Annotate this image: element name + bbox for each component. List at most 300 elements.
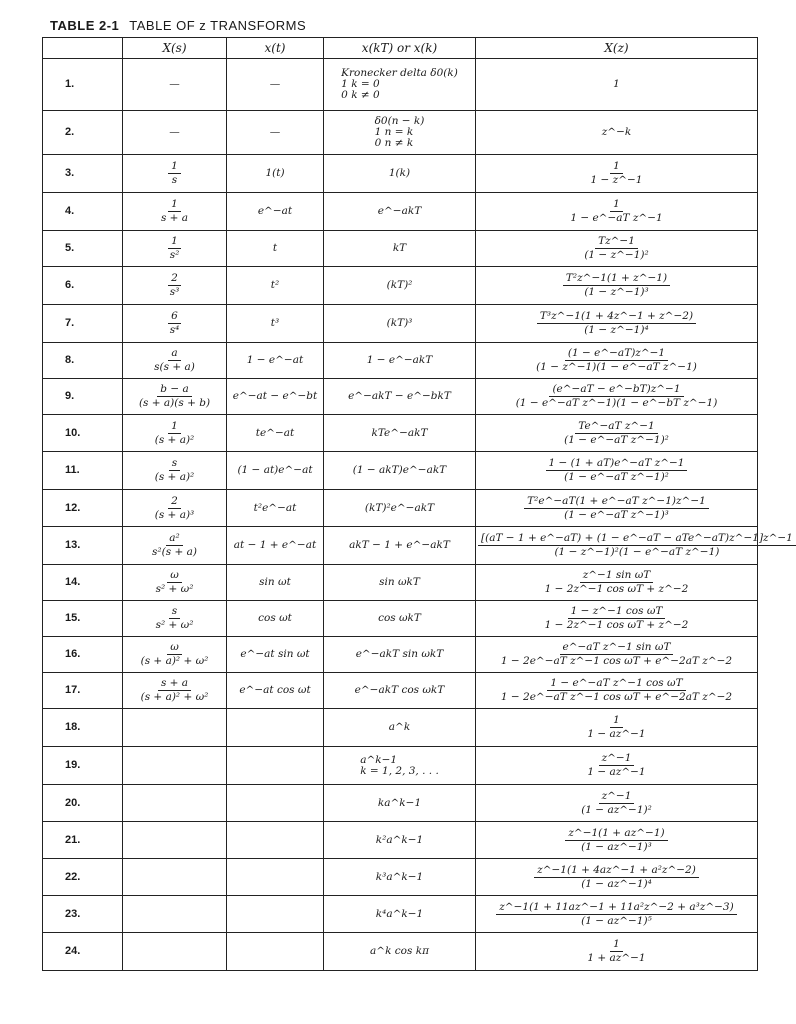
table-row bbox=[43, 565, 758, 601]
laplace-cell bbox=[123, 415, 227, 452]
header-laplace: X(s) bbox=[123, 38, 227, 59]
z-transform-cell bbox=[476, 111, 758, 155]
fraction-numerator: 1 bbox=[610, 939, 623, 952]
formula: e^−at sin ωt bbox=[240, 648, 310, 660]
formula-line: a^k−1 bbox=[360, 753, 398, 766]
sampled-cell bbox=[324, 305, 476, 343]
fraction-denominator: 1 − 2e^−aT z^−1 cos ωT + e^−2aT z^−2 bbox=[500, 655, 733, 667]
row-number: 13. bbox=[43, 527, 123, 565]
formula: t²e^−at bbox=[253, 501, 297, 514]
fraction-numerator: 1 bbox=[610, 199, 623, 212]
fraction-denominator: s + a bbox=[160, 212, 189, 224]
laplace-cell bbox=[123, 111, 227, 155]
formula: e^−at cos ωt bbox=[239, 684, 311, 696]
sampled-cell bbox=[324, 747, 476, 785]
fraction-denominator: s² + ω² bbox=[155, 583, 194, 595]
formula-line: k = 1, 2, 3, . . . bbox=[360, 764, 439, 777]
time-cell bbox=[227, 673, 324, 709]
sampled-cell bbox=[324, 452, 476, 490]
fraction-numerator: [(aT − 1 + e^−aT) + (1 − e^−aT − aTe^−aT)z^−1]z^−1 bbox=[478, 533, 796, 546]
formula: 1(k) bbox=[388, 167, 411, 179]
fraction-denominator: 1 − 2z^−1 cos ωT + z^−2 bbox=[544, 619, 689, 631]
fraction-numerator: z^−1(1 + 4az^−1 + a²z^−2) bbox=[534, 865, 699, 878]
table-row bbox=[43, 709, 758, 747]
table-caption: TABLE OF z TRANSFORMS bbox=[129, 18, 307, 33]
time-cell bbox=[227, 59, 324, 111]
fraction bbox=[152, 458, 198, 483]
table-row bbox=[43, 933, 758, 971]
sampled-cell bbox=[324, 637, 476, 673]
laplace-cell bbox=[123, 565, 227, 601]
fraction bbox=[138, 678, 212, 703]
fraction bbox=[498, 678, 735, 703]
table-row bbox=[43, 111, 758, 155]
fraction bbox=[153, 570, 197, 595]
laplace-cell bbox=[123, 379, 227, 415]
formula: kTe^−akT bbox=[371, 426, 428, 439]
fraction-denominator: 1 − z^−1 bbox=[590, 174, 643, 186]
fraction-denominator: (1 − az^−1)⁵ bbox=[581, 914, 652, 927]
formula: t bbox=[272, 242, 278, 254]
laplace-cell bbox=[123, 305, 227, 343]
formula: k²a^k−1 bbox=[375, 833, 424, 846]
z-transform-cell bbox=[476, 822, 758, 859]
table-row bbox=[43, 59, 758, 111]
time-cell bbox=[227, 822, 324, 859]
fraction-numerator: z^−1(1 + az^−1) bbox=[565, 828, 667, 841]
fraction bbox=[588, 161, 646, 186]
formula-line: δ0(n − k) bbox=[374, 115, 425, 127]
z-transform-cell bbox=[476, 673, 758, 709]
formula: a^k bbox=[388, 721, 411, 733]
fraction-denominator: s² bbox=[169, 249, 180, 261]
row-number: 23. bbox=[43, 896, 123, 933]
formula-line: 0 k ≠ 0 bbox=[341, 89, 380, 101]
table-row bbox=[43, 859, 758, 896]
laplace-cell bbox=[123, 193, 227, 231]
sampled-cell bbox=[324, 415, 476, 452]
formula-line: Kronecker delta δ0(k) bbox=[341, 67, 458, 79]
time-cell bbox=[227, 637, 324, 673]
table-row bbox=[43, 822, 758, 859]
row-number: 22. bbox=[43, 859, 123, 896]
fraction-denominator: 1 − 2e^−aT z^−1 cos ωT + e^−2aT z^−2 bbox=[500, 691, 733, 703]
formula: k⁴a^k−1 bbox=[375, 907, 424, 920]
fraction bbox=[561, 421, 672, 446]
formula: cos ωt bbox=[258, 612, 292, 624]
sampled-cell bbox=[324, 231, 476, 267]
fraction-numerator: 1 bbox=[168, 421, 181, 434]
z-transform-cell bbox=[476, 343, 758, 379]
fraction bbox=[167, 311, 183, 336]
table-row bbox=[43, 267, 758, 305]
row-number: 15. bbox=[43, 601, 123, 637]
time-cell bbox=[227, 601, 324, 637]
row-number: 2. bbox=[43, 111, 123, 155]
fraction bbox=[153, 606, 197, 631]
row-number: 6. bbox=[43, 267, 123, 305]
fraction-denominator: (1 − z^−1)³ bbox=[584, 286, 649, 298]
laplace-cell bbox=[123, 785, 227, 822]
row-number: 11. bbox=[43, 452, 123, 490]
fraction bbox=[524, 496, 709, 521]
formula-line: 1 n = k bbox=[374, 126, 414, 138]
row-number: 9. bbox=[43, 379, 123, 415]
fraction-numerator: 1 bbox=[168, 199, 181, 212]
formula: e^−at − e^−bt bbox=[232, 390, 318, 402]
fraction bbox=[498, 642, 735, 667]
table-row bbox=[43, 673, 758, 709]
header-z-transform: X(z) bbox=[476, 38, 758, 59]
fraction-numerator: 1 bbox=[610, 161, 623, 174]
fraction bbox=[578, 791, 655, 816]
fraction bbox=[542, 570, 692, 595]
sampled-cell bbox=[324, 490, 476, 527]
time-cell bbox=[227, 859, 324, 896]
row-number: 17. bbox=[43, 673, 123, 709]
table-row bbox=[43, 305, 758, 343]
fraction bbox=[158, 199, 191, 224]
laplace-cell bbox=[123, 896, 227, 933]
fraction-numerator: z^−1 bbox=[599, 753, 635, 766]
formula: sin ωkT bbox=[379, 576, 420, 588]
fraction-denominator: 1 − e^−aT z^−1 bbox=[570, 212, 663, 224]
fraction-denominator: s(s + a) bbox=[154, 361, 195, 373]
formula: kT bbox=[392, 242, 407, 254]
fraction-denominator: s³ bbox=[169, 286, 180, 298]
fraction-denominator: (1 − z^−1)⁴ bbox=[584, 324, 649, 336]
time-cell bbox=[227, 111, 324, 155]
formula: 1(t) bbox=[265, 167, 285, 179]
time-cell bbox=[227, 193, 324, 231]
sampled-cell bbox=[324, 673, 476, 709]
fraction bbox=[581, 236, 651, 261]
laplace-cell bbox=[123, 673, 227, 709]
z-transform-cell bbox=[476, 490, 758, 527]
row-number: 24. bbox=[43, 933, 123, 971]
fraction bbox=[496, 902, 736, 927]
time-cell bbox=[227, 415, 324, 452]
laplace-cell bbox=[123, 637, 227, 673]
time-cell bbox=[227, 267, 324, 305]
fraction bbox=[584, 939, 648, 964]
fraction-numerator: Tz^−1 bbox=[595, 236, 638, 249]
z-transform-cell bbox=[476, 415, 758, 452]
formula: t² bbox=[270, 279, 280, 291]
fraction-numerator: z^−1 bbox=[599, 791, 635, 804]
formula: 1 − e^−akT bbox=[366, 354, 433, 366]
table-row bbox=[43, 896, 758, 933]
fraction-denominator: (s + a)³ bbox=[154, 508, 195, 521]
fraction-denominator: (1 − e^−aT z^−1)(1 − e^−bT z^−1) bbox=[515, 397, 718, 409]
sampled-cell bbox=[324, 822, 476, 859]
formula: ka^k−1 bbox=[377, 796, 422, 809]
formula-lines bbox=[341, 68, 458, 101]
fraction-denominator: 1 − 2z^−1 cos ωT + z^−2 bbox=[544, 583, 689, 595]
formula: akT − 1 + e^−akT bbox=[349, 539, 450, 551]
fraction-numerator: 1 bbox=[168, 161, 181, 174]
time-cell bbox=[227, 527, 324, 565]
fraction-denominator: (1 − z^−1)²(1 − e^−aT z^−1) bbox=[554, 546, 720, 558]
z-transform-cell bbox=[476, 231, 758, 267]
formula: e^−akT bbox=[377, 205, 422, 217]
fraction-numerator: T²z^−1(1 + z^−1) bbox=[563, 273, 670, 286]
fraction-denominator: s² + ω² bbox=[155, 619, 194, 631]
sampled-cell bbox=[324, 111, 476, 155]
time-cell bbox=[227, 452, 324, 490]
formula: e^−akT − e^−bkT bbox=[348, 390, 451, 402]
fraction-denominator: s²(s + a) bbox=[152, 546, 197, 558]
row-number: 12. bbox=[43, 490, 123, 527]
table-number: TABLE 2-1 bbox=[50, 18, 120, 33]
time-cell bbox=[227, 343, 324, 379]
fraction-denominator: s⁴ bbox=[169, 324, 180, 336]
laplace-cell bbox=[123, 601, 227, 637]
formula: e^−at bbox=[257, 205, 293, 217]
formula: — bbox=[269, 78, 281, 90]
fraction bbox=[533, 348, 700, 373]
formula: e^−akT cos ωkT bbox=[354, 684, 445, 696]
fraction bbox=[151, 348, 198, 373]
laplace-cell bbox=[123, 452, 227, 490]
fraction-numerator: z^−1(1 + 11az^−1 + 11a²z^−2 + a³z^−3) bbox=[496, 902, 736, 915]
z-transform-cell bbox=[476, 527, 793, 565]
fraction-denominator: (s + a)² + ω² bbox=[140, 655, 209, 667]
fraction-denominator: (1 − az^−1)⁴ bbox=[581, 877, 652, 890]
table-title bbox=[50, 18, 306, 33]
header-sampled-function: x(kT) or x(k) bbox=[324, 38, 476, 59]
fraction bbox=[167, 236, 183, 261]
laplace-cell bbox=[123, 527, 227, 565]
fraction-numerator: 1 − (1 + aT)e^−aT z^−1 bbox=[546, 458, 688, 471]
table-row bbox=[43, 527, 758, 565]
fraction bbox=[584, 715, 648, 740]
table-row bbox=[43, 490, 758, 527]
fraction bbox=[152, 496, 198, 521]
fraction-denominator: (s + a)(s + b) bbox=[138, 397, 211, 409]
z-transform-cell bbox=[476, 747, 758, 785]
fraction bbox=[478, 533, 796, 558]
table-row bbox=[43, 343, 758, 379]
laplace-cell bbox=[123, 933, 227, 971]
z-transform-cell bbox=[476, 305, 758, 343]
formula: at − 1 + e^−at bbox=[233, 539, 317, 551]
fraction bbox=[565, 828, 667, 853]
table-row bbox=[43, 601, 758, 637]
laplace-cell bbox=[123, 822, 227, 859]
fraction-numerator: b − a bbox=[157, 384, 191, 397]
row-number: 21. bbox=[43, 822, 123, 859]
formula-line: 1 k = 0 bbox=[341, 78, 380, 90]
table-row bbox=[43, 193, 758, 231]
time-cell bbox=[227, 565, 324, 601]
fraction bbox=[149, 533, 200, 558]
time-cell bbox=[227, 155, 324, 193]
table-row bbox=[43, 452, 758, 490]
z-transform-cell bbox=[476, 601, 758, 637]
sampled-cell bbox=[324, 896, 476, 933]
formula: — bbox=[169, 126, 180, 138]
formula: te^−at bbox=[255, 426, 295, 439]
fraction-numerator: Te^−aT z^−1 bbox=[575, 421, 657, 434]
time-cell bbox=[227, 379, 324, 415]
table-row bbox=[43, 379, 758, 415]
fraction-denominator: (1 − az^−1)³ bbox=[581, 840, 652, 853]
time-cell bbox=[227, 490, 324, 527]
formula: k³a^k−1 bbox=[375, 870, 424, 883]
laplace-cell bbox=[123, 267, 227, 305]
formula: t³ bbox=[270, 317, 280, 329]
sampled-cell bbox=[324, 155, 476, 193]
fraction-numerator: T²e^−aT(1 + e^−aT z^−1)z^−1 bbox=[524, 496, 709, 509]
header-time-function: x(t) bbox=[227, 38, 324, 59]
formula-line: 0 n ≠ k bbox=[374, 137, 414, 149]
formula-lines bbox=[375, 116, 425, 149]
laplace-cell bbox=[123, 747, 227, 785]
table-row bbox=[43, 155, 758, 193]
formula: 1 − e^−at bbox=[246, 354, 304, 366]
fraction bbox=[167, 273, 183, 298]
fraction-numerator: s bbox=[169, 606, 180, 619]
fraction-denominator: 1 + az^−1 bbox=[587, 952, 646, 964]
table-row bbox=[43, 785, 758, 822]
fraction-numerator: 6 bbox=[168, 311, 181, 324]
fraction-numerator: 1 − z^−1 cos ωT bbox=[568, 606, 666, 619]
fraction-numerator: e^−aT z^−1 sin ωT bbox=[560, 642, 674, 655]
fraction-numerator: z^−1 sin ωT bbox=[580, 570, 654, 583]
time-cell bbox=[227, 709, 324, 747]
formula: (kT)²e^−akT bbox=[364, 501, 435, 514]
z-transform-table bbox=[42, 37, 793, 971]
row-number: 20. bbox=[43, 785, 123, 822]
sampled-cell bbox=[324, 59, 476, 111]
formula: — bbox=[269, 126, 281, 138]
fraction-denominator: (s + a)² bbox=[154, 433, 195, 446]
formula: — bbox=[169, 78, 180, 90]
sampled-cell bbox=[324, 527, 476, 565]
z-transform-cell bbox=[476, 59, 758, 111]
laplace-cell bbox=[123, 343, 227, 379]
fraction-numerator: s + a bbox=[158, 678, 191, 691]
formula: (kT)² bbox=[386, 279, 413, 291]
table-row bbox=[43, 747, 758, 785]
z-transform-cell bbox=[476, 193, 758, 231]
header-number bbox=[43, 38, 123, 59]
fraction bbox=[136, 384, 213, 409]
formula: e^−akT sin ωkT bbox=[355, 648, 444, 660]
row-number: 14. bbox=[43, 565, 123, 601]
formula: 1 bbox=[613, 78, 620, 90]
laplace-cell bbox=[123, 59, 227, 111]
sampled-cell bbox=[324, 859, 476, 896]
fraction-numerator: a bbox=[168, 348, 180, 361]
fraction bbox=[138, 642, 212, 667]
fraction-numerator: 2 bbox=[168, 273, 181, 286]
fraction-numerator: a² bbox=[166, 533, 182, 546]
table-row bbox=[43, 231, 758, 267]
row-number: 8. bbox=[43, 343, 123, 379]
laplace-cell bbox=[123, 155, 227, 193]
fraction-denominator: (1 − az^−1)² bbox=[581, 803, 652, 816]
fraction bbox=[542, 606, 692, 631]
row-number: 19. bbox=[43, 747, 123, 785]
laplace-cell bbox=[123, 490, 227, 527]
fraction bbox=[537, 311, 696, 336]
z-transform-cell bbox=[476, 452, 758, 490]
sampled-cell bbox=[324, 565, 476, 601]
laplace-cell bbox=[123, 231, 227, 267]
formula: cos ωkT bbox=[378, 612, 421, 624]
z-transform-cell bbox=[476, 785, 758, 822]
formula: (1 − akT)e^−akT bbox=[352, 464, 447, 476]
formula: z^−k bbox=[601, 126, 632, 138]
fraction-denominator: (1 − z^−1)(1 − e^−aT z^−1) bbox=[536, 361, 697, 373]
fraction-numerator: ω bbox=[167, 570, 182, 583]
fraction bbox=[513, 384, 721, 409]
fraction bbox=[567, 199, 665, 224]
fraction-denominator: 1 − az^−1 bbox=[587, 728, 646, 740]
time-cell bbox=[227, 896, 324, 933]
fraction-numerator: ω bbox=[167, 642, 182, 655]
row-number: 1. bbox=[43, 59, 123, 111]
sampled-cell bbox=[324, 601, 476, 637]
z-transform-cell bbox=[476, 709, 758, 747]
z-transform-cell bbox=[476, 896, 758, 933]
sampled-cell bbox=[324, 933, 476, 971]
fraction-numerator: s bbox=[169, 458, 180, 471]
row-number: 7. bbox=[43, 305, 123, 343]
formula: (kT)³ bbox=[386, 317, 413, 329]
fraction bbox=[546, 458, 688, 483]
z-transform-cell bbox=[476, 637, 758, 673]
time-cell bbox=[227, 933, 324, 971]
sampled-cell bbox=[324, 267, 476, 305]
row-number: 16. bbox=[43, 637, 123, 673]
fraction-numerator: (1 − e^−aT)z^−1 bbox=[565, 348, 668, 361]
z-transform-cell bbox=[476, 859, 758, 896]
sampled-cell bbox=[324, 193, 476, 231]
row-number: 4. bbox=[43, 193, 123, 231]
row-number: 18. bbox=[43, 709, 123, 747]
z-transform-cell bbox=[476, 155, 758, 193]
table-body bbox=[43, 59, 793, 971]
fraction bbox=[152, 421, 198, 446]
laplace-cell bbox=[123, 859, 227, 896]
time-cell bbox=[227, 747, 324, 785]
time-cell bbox=[227, 785, 324, 822]
fraction-numerator: (e^−aT − e^−bT)z^−1 bbox=[549, 384, 683, 397]
row-number: 10. bbox=[43, 415, 123, 452]
fraction-denominator: (s + a)² bbox=[154, 471, 195, 483]
fraction-denominator: (1 − e^−aT z^−1)² bbox=[564, 471, 669, 483]
fraction-denominator: (1 − e^−aT z^−1)² bbox=[564, 433, 669, 446]
fraction bbox=[563, 273, 670, 298]
z-transform-cell bbox=[476, 565, 758, 601]
fraction-numerator: 1 bbox=[168, 236, 181, 249]
formula: (1 − at)e^−at bbox=[237, 464, 313, 476]
sampled-cell bbox=[324, 379, 476, 415]
fraction bbox=[584, 753, 648, 778]
fraction-numerator: 1 − e^−aT z^−1 cos ωT bbox=[547, 678, 685, 691]
z-transform-cell bbox=[476, 933, 758, 971]
fraction-denominator: (1 − z^−1)² bbox=[584, 249, 649, 261]
fraction-numerator: 1 bbox=[610, 715, 623, 728]
formula-lines bbox=[360, 755, 439, 777]
table-row bbox=[43, 637, 758, 673]
formula: sin ωt bbox=[259, 576, 291, 588]
fraction-denominator: (1 − e^−aT z^−1)³ bbox=[564, 508, 669, 521]
row-number: 3. bbox=[43, 155, 123, 193]
